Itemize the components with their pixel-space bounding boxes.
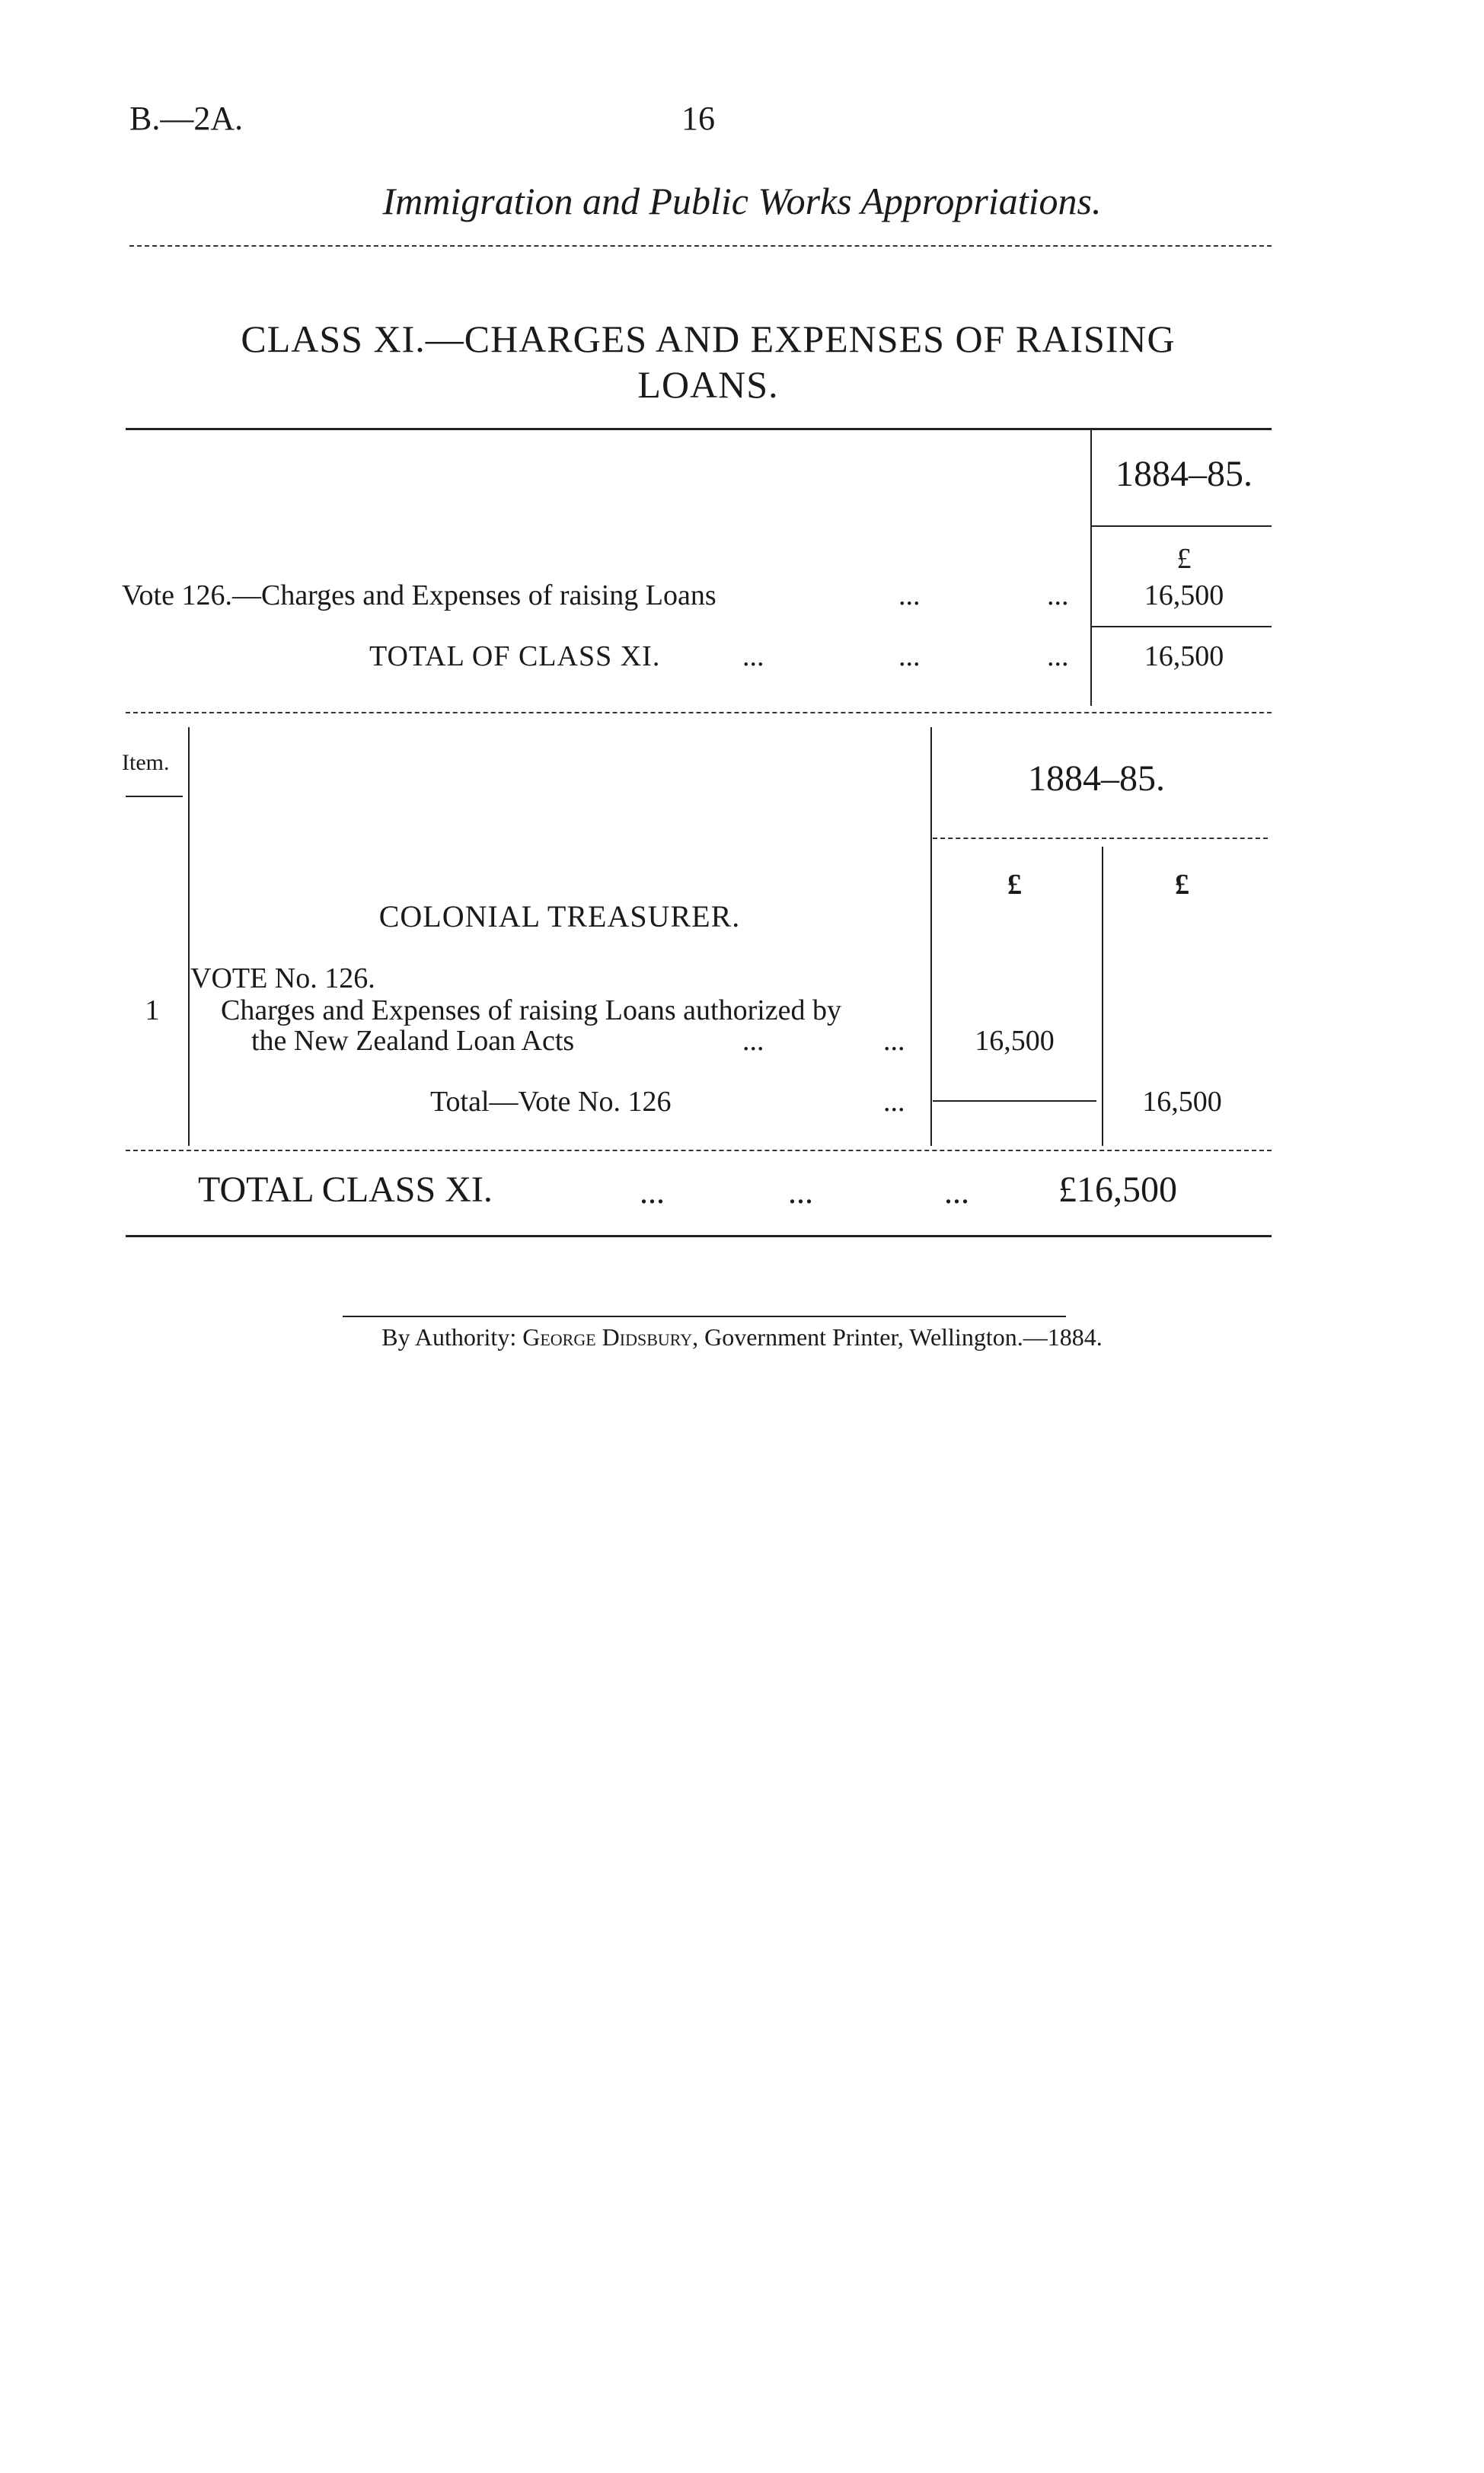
vote-total-amount: 16,500: [1142, 1086, 1222, 1118]
amount-column-divider: [930, 727, 932, 1146]
grand-total-rule: [126, 1235, 1272, 1237]
summary-row-amount: 16,500: [1144, 579, 1224, 611]
printer-imprint: [0, 1323, 1484, 1351]
class-title-line1: CLASS XI.—CHARGES AND EXPENSES OF RAISING: [241, 318, 1176, 360]
item-description-line1: Charges and Expenses of raising Loans authorized by: [221, 994, 842, 1026]
summary-bottom-rule: [126, 712, 1272, 713]
leader-dots: ...: [898, 640, 921, 672]
grand-total-amount: £16,500: [1058, 1169, 1177, 1210]
class-title: [152, 316, 1264, 407]
leader-dots: ...: [883, 1086, 905, 1118]
leader-dots: ...: [1047, 640, 1069, 672]
header-rule: [129, 245, 1272, 247]
detail-year-header: 1884–85.: [1028, 758, 1165, 799]
imprint-prefix: By Authority:: [381, 1323, 523, 1351]
page-heading: Immigration and Public Works Appropriations.: [382, 180, 1102, 222]
summary-total-rule: [1090, 626, 1272, 627]
item-column-header: Item.: [122, 750, 170, 775]
section-title: COLONIAL TREASURER.: [378, 899, 741, 933]
detail-bottom-rule: [126, 1150, 1272, 1151]
summary-total-label: TOTAL OF CLASS XI.: [369, 640, 661, 672]
leader-dots: ...: [742, 1025, 764, 1057]
imprint-rule: [343, 1316, 1066, 1317]
vote-heading: VOTE No. 126.: [190, 962, 375, 994]
item-number: 1: [145, 994, 160, 1026]
item-description-line2: the New Zealand Loan Acts: [251, 1025, 575, 1057]
detail-currency-col1: £: [1007, 869, 1022, 901]
item-amount: 16,500: [975, 1025, 1055, 1057]
summary-top-rule: [126, 428, 1272, 430]
detail-currency-col2: £: [1175, 869, 1189, 901]
summary-header-rule: [1090, 525, 1272, 527]
grand-total-label: TOTAL CLASS XI.: [198, 1169, 493, 1210]
leader-dots: ...: [1047, 579, 1069, 611]
leader-dots: ...: [883, 1025, 905, 1057]
item-header-rule: [126, 796, 183, 797]
leader-dots: ...: [944, 1173, 969, 1211]
summary-total-amount: 16,500: [1144, 640, 1224, 672]
document-reference: B.—2A.: [129, 100, 244, 137]
class-title-line2: LOANS.: [637, 363, 779, 406]
summary-currency-symbol: £: [1176, 543, 1192, 575]
item-column-divider: [188, 727, 190, 1146]
leader-dots: ...: [742, 640, 764, 672]
vote-subtotal-rule: [933, 1100, 1096, 1102]
vote-total-label: Total—Vote No. 126: [430, 1086, 672, 1118]
page-number: 16: [681, 100, 715, 137]
imprint-printer: George Didsbury: [522, 1323, 693, 1351]
summary-row-label: Vote 126.—Charges and Expenses of raising Loans: [122, 579, 716, 611]
imprint-suffix: , Government Printer, Wellington.—1884.: [692, 1323, 1103, 1351]
detail-header-rule: [933, 838, 1268, 839]
summary-year-header: 1884–85.: [1115, 454, 1253, 494]
leader-dots: ...: [898, 579, 921, 611]
summary-column-divider: [1090, 428, 1092, 706]
leader-dots: ...: [788, 1173, 813, 1211]
leader-dots: ...: [640, 1173, 665, 1211]
